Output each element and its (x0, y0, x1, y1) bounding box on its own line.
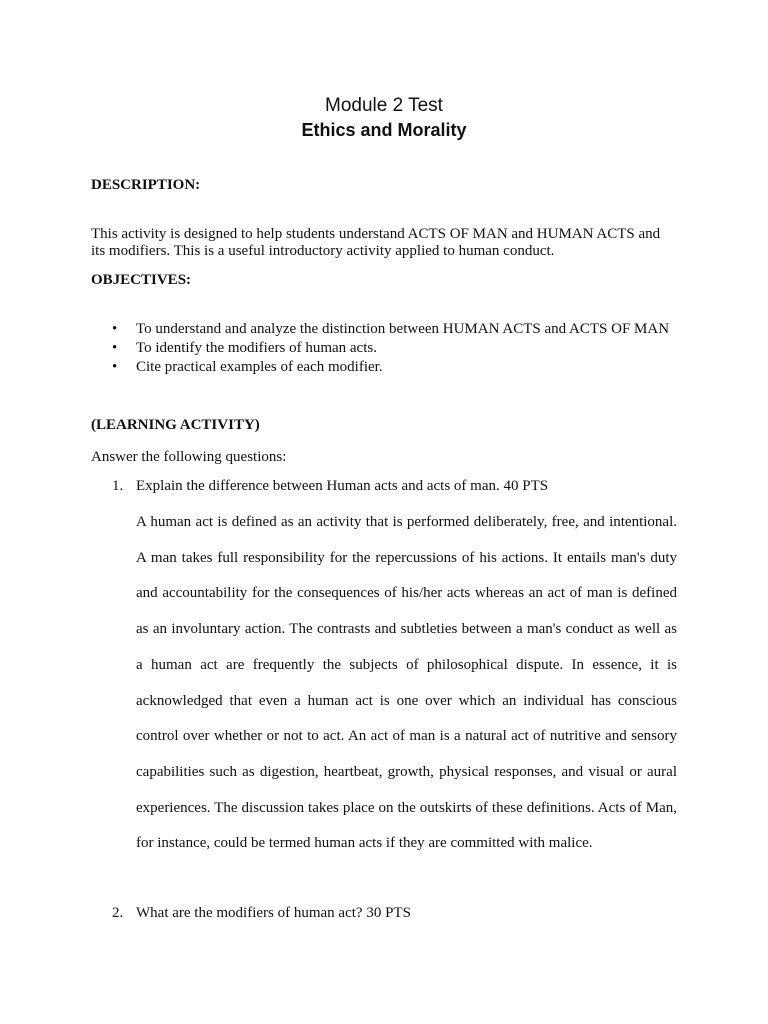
objective-text: Cite practical examples of each modifier. (136, 359, 383, 375)
document-subtitle: Ethics and Morality (301, 120, 467, 140)
bullet-icon: • (112, 340, 118, 356)
question-text: Explain the difference between Human acts and acts of man. 40 PTS (136, 478, 549, 494)
question-2 (112, 904, 411, 923)
objective-text: To understand and analyze the distinction between HUMAN ACTS and ACTS OF MAN (136, 321, 670, 337)
description-body: This activity is designed to help students understand ACTS OF MAN and HUMAN ACTS and its modifiers. This is a useful introductory activity applied to human conduct. (91, 226, 661, 259)
objective-item (112, 339, 669, 358)
question-number: 2. (112, 905, 124, 921)
activity-instruction: Answer the following questions: (91, 449, 287, 465)
activity-heading: (LEARNING ACTIVITY) (91, 417, 260, 433)
document-title: Module 2 Test (325, 95, 443, 116)
objective-item (112, 358, 669, 377)
objective-text: To identify the modifiers of human acts. (136, 340, 377, 356)
question-1 (112, 477, 548, 496)
objective-item (112, 320, 669, 339)
question-number: 1. (112, 478, 124, 494)
objectives-list (112, 320, 669, 377)
bullet-icon: • (112, 359, 118, 375)
bullet-icon: • (112, 321, 118, 337)
objectives-heading: OBJECTIVES: (91, 272, 192, 288)
question-text: What are the modifiers of human act? 30 PTS (136, 905, 411, 921)
description-heading: DESCRIPTION: (91, 177, 201, 193)
answer-1: A human act is defined as an activity that is performed deliberately, free, and intentional. A man takes full responsibility for the repercussions of his actions. It entails man's duty and accountability for the consequences of his/her acts whereas an act of man is defined as an involuntary action. The contrasts and subtleties between a man's conduct as well as a human act are frequently the subjects of philosophical dispute. In essence, it is acknowledged that even a human act is one over which an individual has conscious control over whether or not to act. An act of man is a natural act of nutritive and sensory capabilities such as digestion, heartbeat, growth, physical responses, and visual or aural experiences. The discussion takes place on the outskirts of these definitions. Acts of Man, for instance, could be termed human acts if they are committed with malice. (136, 514, 677, 852)
